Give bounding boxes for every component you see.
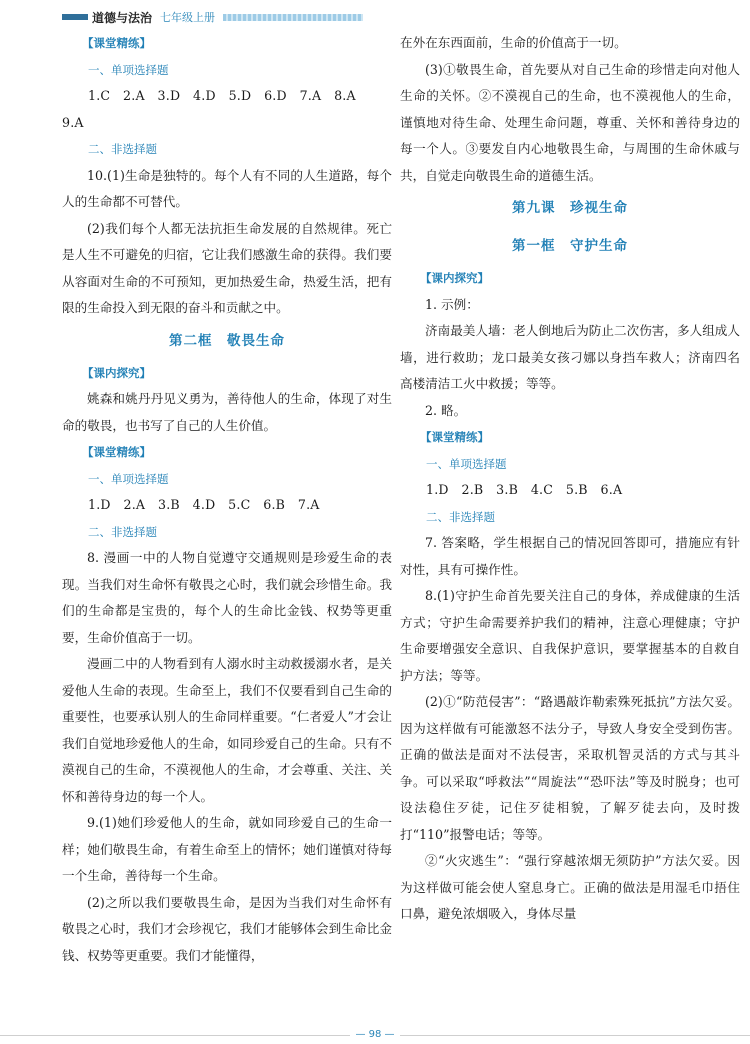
header-grade: 七年级上册 — [160, 11, 216, 24]
heading-single-choice-2: 一、单项选择题 — [88, 471, 169, 486]
header-subject: 道德与法治 — [92, 10, 153, 25]
answer-q10-part2: (2)我们每个人都无法抗拒生命发展的自然规律。死亡是人生不可避免的归宿，它让我们感激生命的获得。我们要从容面对生命的不可预知，更加热爱生命，热爱生活，把有限的生命投入到无限的奋斗和贡献之中。 — [62, 220, 392, 315]
answer-q9-part2: (2)之所以我们要敬畏生命，是因为当我们对生命怀有敬畏之心时，我们才会珍视它，我们才能够体会到生命比金钱、权势等更重要。我们才能懂得， — [62, 894, 392, 963]
answer-q8-right-part1: 8.(1)守护生命首先要关注自己的身体，养成健康的生活方式；守护生命需要养护我们的精神，注意心理健康；守护生命要增强安全意识、自我保护意识，要掌握基本的自救自护方法；等等。 — [400, 588, 740, 683]
section-title-reverence: 第二框 敬畏生命 — [169, 332, 285, 349]
header-bar-decoration — [62, 14, 88, 20]
example-text: 济南最美人墙：老人倒地后为防止二次伤害，多人组成人墙，进行救助；龙口最美女孩刁娜以身挡车救人；济南四名高楼清洁工火中救援；等等。 — [400, 323, 740, 391]
tag-classroom-practice: 【课堂精练】 — [82, 36, 151, 50]
right-column — [400, 30, 740, 1020]
tag-in-class-inquiry: 【课内探究】 — [82, 365, 151, 380]
answer-q10-part1: 10.(1)生命是独特的。每个人有不同的人生道路，每个人的生命都不可替代。 — [62, 167, 392, 209]
page-header — [62, 8, 363, 26]
heading-single-choice: 一、单项选择题 — [88, 62, 169, 77]
answer-q9-part1: 9.(1)她们珍爱他人的生命，就如同珍爱自己的生命一样；她们敬畏生命，有着生命至上的情怀；她们谨慎对待每一个生命，善待每一个生命。 — [62, 815, 392, 883]
heading-single-choice-right: 一、单项选择题 — [426, 456, 507, 471]
lesson-title: 第九课 珍视生命 — [512, 200, 628, 216]
tag-classroom-practice-right: 【课堂精练】 — [420, 430, 489, 444]
answers-single-choice-right: 1.D 2.B 3.B 4.C 5.B 6.A — [426, 482, 623, 497]
answer-q8-right-part2: (2)①“防范侵害”：“路遇敲诈勒索殊死抵抗”方法欠妥。因为这样做有可能激怒不法分子，导致人身安全受到伤害。正确的做法是面对不法侵害，采取机智灵活的方式与其斗争。可以采取“呼救法”“周旋法”“恐吓法”等及时脱身；也可设法稳住歹徒，记住歹徒相貌，了解歹徒去向，及时拨打“110”报警电话；等等。 — [400, 694, 740, 842]
answer-q8-right-part3: ②“火灾逃生”：“强行穿越浓烟无须防护”方法欠妥。因为这样做可能会使人窒息身亡。正确的做法是用湿毛巾捂住口鼻，避免浓烟吸入，身体尽量 — [400, 853, 740, 921]
tag-in-class-inquiry-right: 【课内探究】 — [420, 271, 489, 285]
heading-non-choice-right: 二、非选择题 — [426, 509, 495, 524]
section-title-protect-life: 第一框 守护生命 — [512, 238, 628, 254]
inquiry-answer: 姚森和姚丹丹见义勇为，善待他人的生命，体现了对生命的敬畏，也书写了自己的人生价值。 — [62, 391, 392, 433]
header-stripe-decoration — [223, 14, 363, 21]
example-label: 1. 示例： — [425, 296, 479, 312]
heading-non-choice-2: 二、非选择题 — [88, 524, 157, 539]
tag-classroom-practice-2: 【课堂精练】 — [82, 445, 151, 459]
answer-q8-part1: 8. 漫画一中的人物自觉遵守交通规则是珍爱生命的表现。当我们对生命怀有敬畏之心时，我们就会珍惜生命。我们的生命都是宝贵的，每个人的生命比金钱、权势等更重要，生命价值高于一切。 — [62, 550, 392, 645]
answer-q8-part2: 漫画二中的人物看到有人溺水时主动救援溺水者，是关爱他人生命的表现。生命至上，我们不仅要看到自己生命的重要性，也要承认别人的生命同样重要。“仁者爱人”才会让我们自觉地珍爱他人的生命，如同珍爱自己的生命。只有不漠视自己的生命，不漠视他人的生命，才会尊重、关注、关怀和善待身边的每一个人。 — [62, 656, 392, 804]
heading-non-choice: 二、非选择题 — [88, 142, 157, 156]
page-footer — [0, 1026, 750, 1044]
left-column — [62, 30, 392, 1020]
answer-q9-part3: (3)①敬畏生命，首先要从对自己生命的珍惜走向对他人生命的关怀。②不漠视自己的生命，也不漠视他人的生命，谨慎地对待生命、处理生命问题，尊重、关怀和善待身边的每一个人。③要发自内心地敬畏生命，与周围的生命休戚与共，自觉走向敬畏生命的道德生活。 — [400, 61, 740, 183]
answers-single-choice-2: 9.A — [62, 114, 84, 130]
answer-q7: 7. 答案略，学生根据自己的情况回答即可，措施应有针对性，具有可操作性。 — [400, 535, 740, 577]
answers-single-choice-section2: 1.D 2.A 3.B 4.D 5.C 6.B 7.A — [88, 497, 320, 512]
answers-single-choice-1: 1.C 2.A 3.D 4.D 5.D 6.D 7.A 8.A — [88, 88, 356, 103]
page-number: — 98 — — [350, 1026, 400, 1044]
answer-q9-continuation: 在外在东西面前，生命的价值高于一切。 — [400, 35, 627, 50]
answer-q2: 2. 略。 — [425, 402, 467, 418]
